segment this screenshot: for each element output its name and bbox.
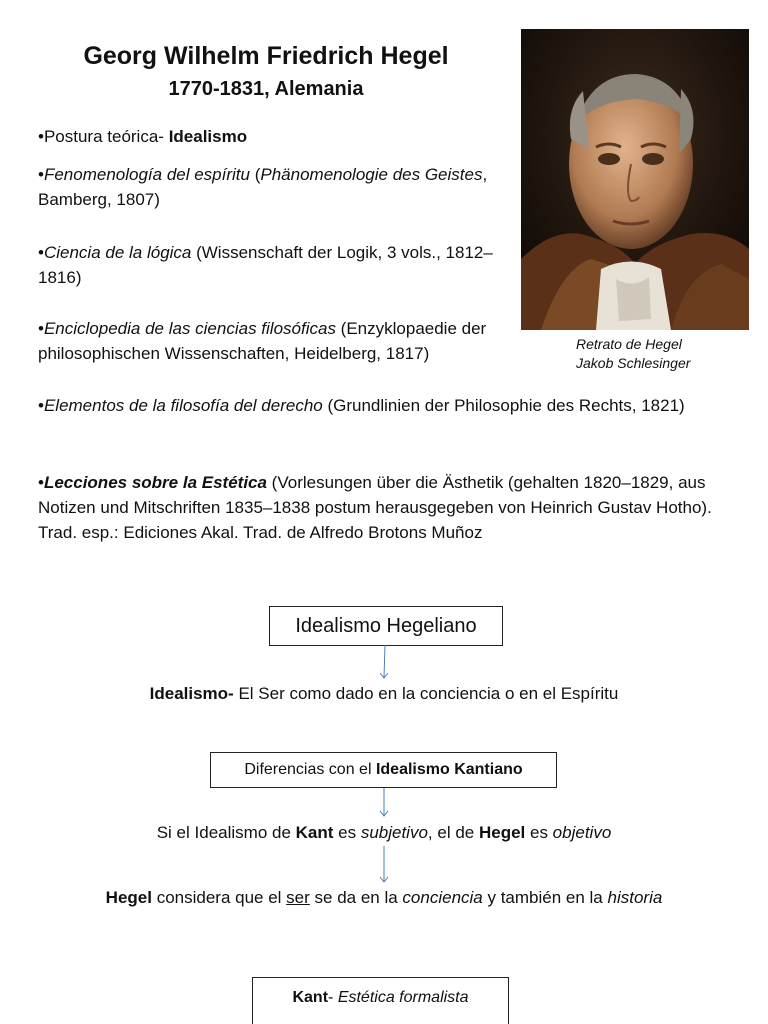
kant-estetica-box: Kant- Estética formalista — [252, 977, 509, 1024]
portrait-caption: Retrato de Hegel Jakob Schlesinger — [576, 336, 691, 371]
page-subtitle: 1770-1831, Alemania — [168, 78, 364, 100]
hegel-ser-statement: Hegel considera que el ser se da en la conciencia y también en la historia — [105, 888, 663, 907]
arrow-1 — [384, 645, 385, 678]
bullet-postura: •Postura teórica- Idealismo — [38, 127, 248, 146]
diferencias-box: Diferencias con el Idealismo Kantiano — [210, 752, 557, 788]
bullet-derecho: •Elementos de la filosofía del derecho (Grundlinien der Philosophie des Rechts, 1821) — [38, 396, 685, 415]
idealismo-hegeliano-box: Idealismo Hegeliano — [269, 606, 503, 646]
page-title: Georg Wilhelm Friedrich Hegel — [83, 42, 449, 70]
bullet-estetica: •Lecciones sobre la Estética (Vorlesungen über die Ästhetik (gehalten 1820–1829, aus Notizen und Mitschriften 1835–1838 postum herausgegeben von Heinrich Gustav Hotho). Trad. esp.: Ediciones Akal. Trad. de Alfredo Brotons Muñoz — [38, 473, 712, 542]
idealismo-definition: Idealismo- El Ser como dado en la conciencia o en el Espíritu — [149, 684, 619, 703]
bullet-enciclopedia: •Enciclopedia de las ciencias filosóficas (Enzyklopaedie der philosophischen Wissenschaften, Heidelberg, 1817) — [38, 319, 487, 363]
bullet-fenomenologia: •Fenomenología del espíritu (Phänomenologie des Geistes, Bamberg, 1807) — [38, 165, 488, 209]
kant-hegel-comparison: Si el Idealismo de Kant es subjetivo, el de Hegel es objetivo — [156, 823, 612, 842]
bullet-logica: •Ciencia de la lógica (Wissenschaft der Logik, 3 vols., 1812–1816) — [38, 243, 493, 287]
